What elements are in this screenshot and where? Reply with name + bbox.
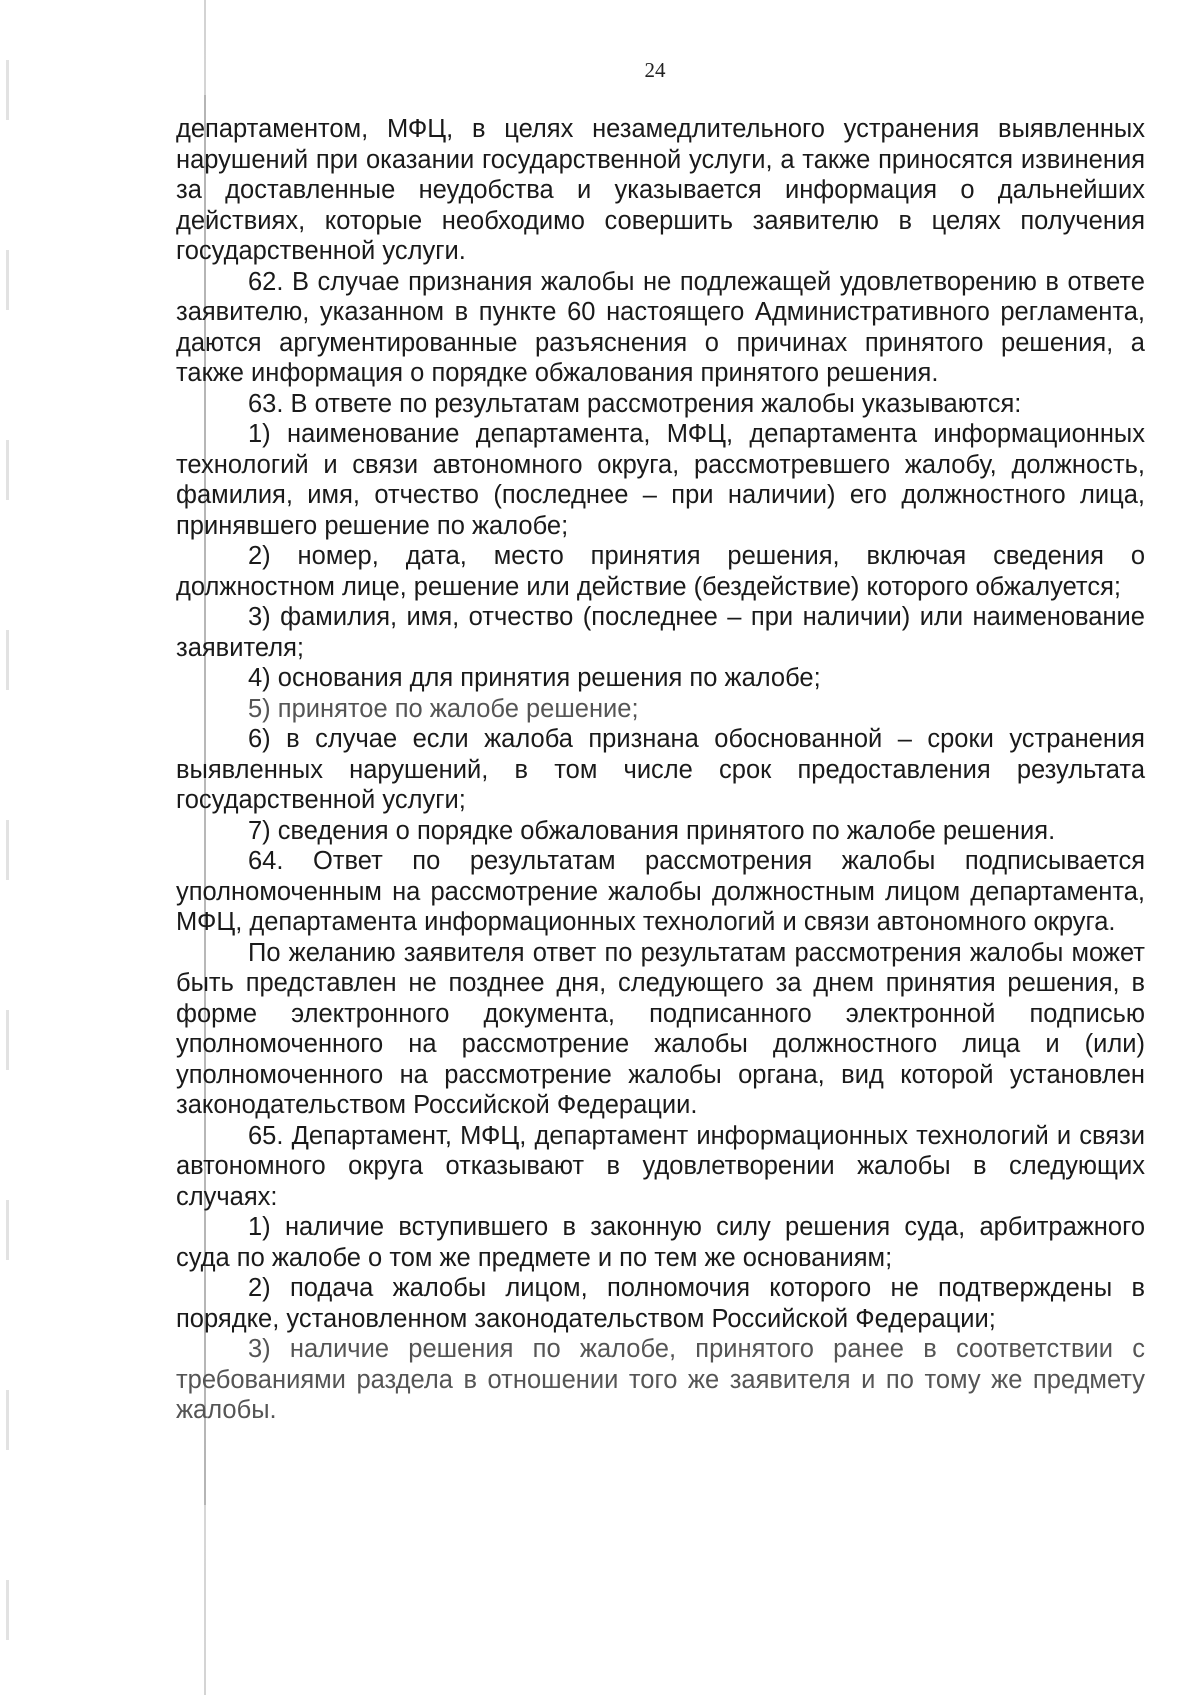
- paragraph-65-item-2: 2) подача жалобы лицом, полномочия которого не подтверждены в порядке, установленном законодательством Российской Федерации;: [176, 1274, 1145, 1333]
- paragraph-63-item-2: 2) номер, дата, место принятия решения, включая сведения о должностном лице, решение или действие (бездействие) которого обжалуется;: [176, 542, 1145, 601]
- paragraph-63-item-7: 7) сведения о порядке обжалования принятого по жалобе решения.: [248, 816, 1056, 845]
- paragraph-continuation: департаментом, МФЦ, в целях незамедлительного устранения выявленных нарушений при оказании государственной услуги, а также приносятся извинения за доставленные неудобства и указывается информация о дальнейших действиях, которые необходимо совершить заявителю в целях получения государственной услуги.: [176, 115, 1145, 265]
- scan-edge-marks: [6, 0, 9, 1695]
- paragraph-63-item-6: 6) в случае если жалоба признана обоснованной – сроки устранения выявленных нарушений, в том числе срок предоставления результата государственной услуги;: [176, 725, 1145, 814]
- document-body: [176, 114, 1145, 1426]
- paragraph-63-item-1: 1) наименование департамента, МФЦ, департамента информационных технологий и связи автономного округа, рассмотревшего жалобу, должность, фамилия, имя, отчество (последнее – при наличии) его должностного лица, принявшего решение по жалобе;: [176, 420, 1145, 540]
- paragraph-62: 62. В случае признания жалобы не подлежащей удовлетворению в ответе заявителю, указанном в пункте 60 настоящего Административного регламента, даются аргументированные разъяснения о причинах принятого решения, а также информация о порядке обжалования принятого решения.: [176, 267, 1145, 387]
- paragraph-63-item-4: 4) основания для принятия решения по жалобе;: [248, 664, 821, 692]
- paragraph-63-item-3: 3) фамилия, имя, отчество (последнее – при наличии) или наименование заявителя;: [176, 603, 1145, 662]
- paragraph-65-item-3: 3) наличие решения по жалобе, принятого ранее в соответствии с требованиями раздела в отношении того же заявителя и по тому же предмету жалобы.: [176, 1335, 1145, 1424]
- page-number: 24: [644, 58, 666, 82]
- paragraph-64-electronic: По желанию заявителя ответ по результатам рассмотрения жалобы может быть представлен не позднее дня, следующего за днем принятия решения, в форме электронного документа, подписанного электронной подписью уполномоченного на рассмотрение жалобы должностного лица и (или) уполномоченного на рассмотрение жалобы органа, вид которой установлен законодательством Российской Федерации.: [176, 938, 1145, 1119]
- paragraph-65: 65. Департамент, МФЦ, департамент информационных технологий и связи автономного округа отказывают в удовлетворении жалобы в следующих случаях:: [176, 1121, 1145, 1211]
- paragraph-63-item-5: 5) принятое по жалобе решение;: [248, 694, 639, 723]
- paragraph-65-item-1: 1) наличие вступившего в законную силу решения суда, арбитражного суда по жалобе о том же предмете и по тем же основаниям;: [176, 1213, 1145, 1272]
- paragraph-63: 63. В ответе по результатам рассмотрения жалобы указываются:: [248, 389, 1022, 418]
- paragraph-64: 64. Ответ по результатам рассмотрения жалобы подписывается уполномоченным на рассмотрение жалобы должностным лицом департамента, МФЦ, департамента информационных технологий и связи автономного округа.: [176, 847, 1145, 936]
